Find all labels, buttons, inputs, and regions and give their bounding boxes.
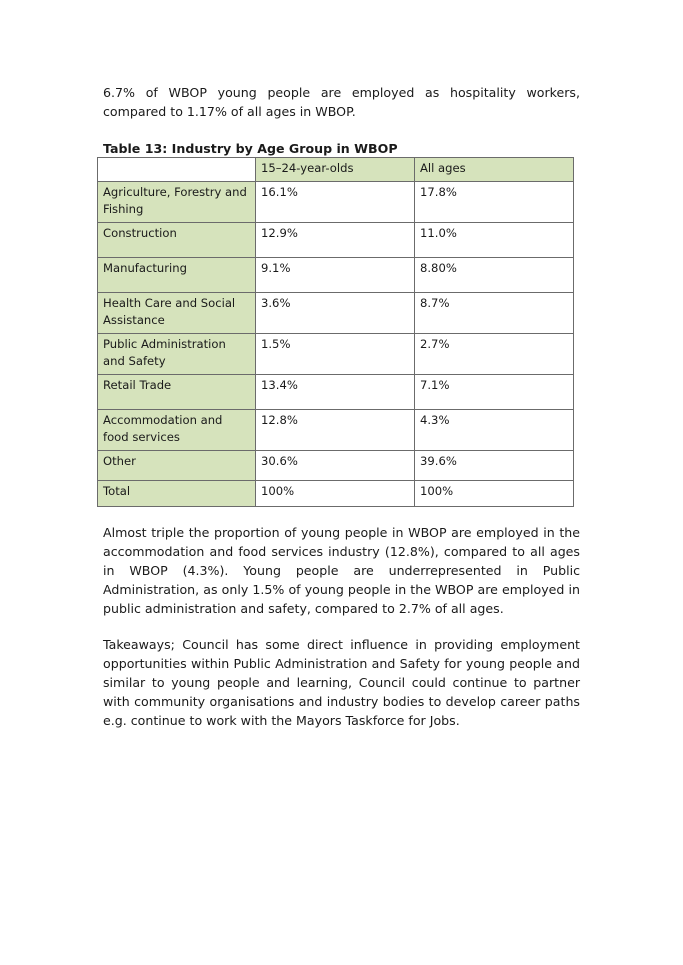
cell-young: 3.6% bbox=[256, 293, 415, 334]
industry-table bbox=[97, 157, 574, 507]
row-label: Agriculture, Forestry and Fishing bbox=[98, 182, 256, 223]
row-label: Construction bbox=[98, 223, 256, 258]
cell-all-ages: 4.3% bbox=[415, 410, 574, 451]
cell-young: 12.8% bbox=[256, 410, 415, 451]
row-label: Accommodation and food services bbox=[98, 410, 256, 451]
cell-young: 13.4% bbox=[256, 375, 415, 410]
cell-all-ages: 8.80% bbox=[415, 258, 574, 293]
table-row bbox=[98, 410, 574, 451]
cell-young: 16.1% bbox=[256, 182, 415, 223]
cell-young: 30.6% bbox=[256, 451, 415, 481]
column-header-all-ages: All ages bbox=[415, 158, 574, 182]
row-label: Other bbox=[98, 451, 256, 481]
cell-young: 1.5% bbox=[256, 334, 415, 375]
cell-young: 12.9% bbox=[256, 223, 415, 258]
cell-young: 100% bbox=[256, 481, 415, 507]
row-label: Total bbox=[98, 481, 256, 507]
intro-paragraph: 6.7% of WBOP young people are employed as hospitality workers, compared to 1.17% of all ages in WBOP. bbox=[103, 85, 580, 119]
table-header-corner bbox=[98, 158, 256, 182]
cell-all-ages: 11.0% bbox=[415, 223, 574, 258]
table-row bbox=[98, 375, 574, 410]
row-label: Health Care and Social Assistance bbox=[98, 293, 256, 334]
cell-all-ages: 39.6% bbox=[415, 451, 574, 481]
cell-all-ages: 100% bbox=[415, 481, 574, 507]
cell-all-ages: 7.1% bbox=[415, 375, 574, 410]
table-caption: Table 13: Industry by Age Group in WBOP bbox=[103, 141, 398, 156]
column-header-15-24: 15–24-year-olds bbox=[256, 158, 415, 182]
table-row-total bbox=[98, 481, 574, 507]
cell-young: 9.1% bbox=[256, 258, 415, 293]
table-row bbox=[98, 223, 574, 258]
table-row bbox=[98, 258, 574, 293]
table-row bbox=[98, 334, 574, 375]
table-row bbox=[98, 451, 574, 481]
cell-all-ages: 17.8% bbox=[415, 182, 574, 223]
analysis-paragraph: Almost triple the proportion of young people in WBOP are employed in the accommodation and food services industry (12.8%), compared to all ages in WBOP (4.3%). Young people are underrepresented in Public Administration, as only 1.5% of young people in the WBOP are employed in public administration and safety, compared to 2.7% of all ages. bbox=[103, 525, 580, 616]
cell-all-ages: 8.7% bbox=[415, 293, 574, 334]
table-header-row bbox=[98, 158, 574, 182]
row-label: Public Administration and Safety bbox=[98, 334, 256, 375]
table-row bbox=[98, 182, 574, 223]
table-row bbox=[98, 293, 574, 334]
cell-all-ages: 2.7% bbox=[415, 334, 574, 375]
row-label: Retail Trade bbox=[98, 375, 256, 410]
row-label: Manufacturing bbox=[98, 258, 256, 293]
takeaways-paragraph: Takeaways; Council has some direct influence in providing employment opportunities within Public Administration and Safety for young people and similar to young people and learning, Council could continue to partner with community organisations and industry bodies to develop career paths e.g. continue to work with the Mayors Taskforce for Jobs. bbox=[103, 637, 580, 728]
